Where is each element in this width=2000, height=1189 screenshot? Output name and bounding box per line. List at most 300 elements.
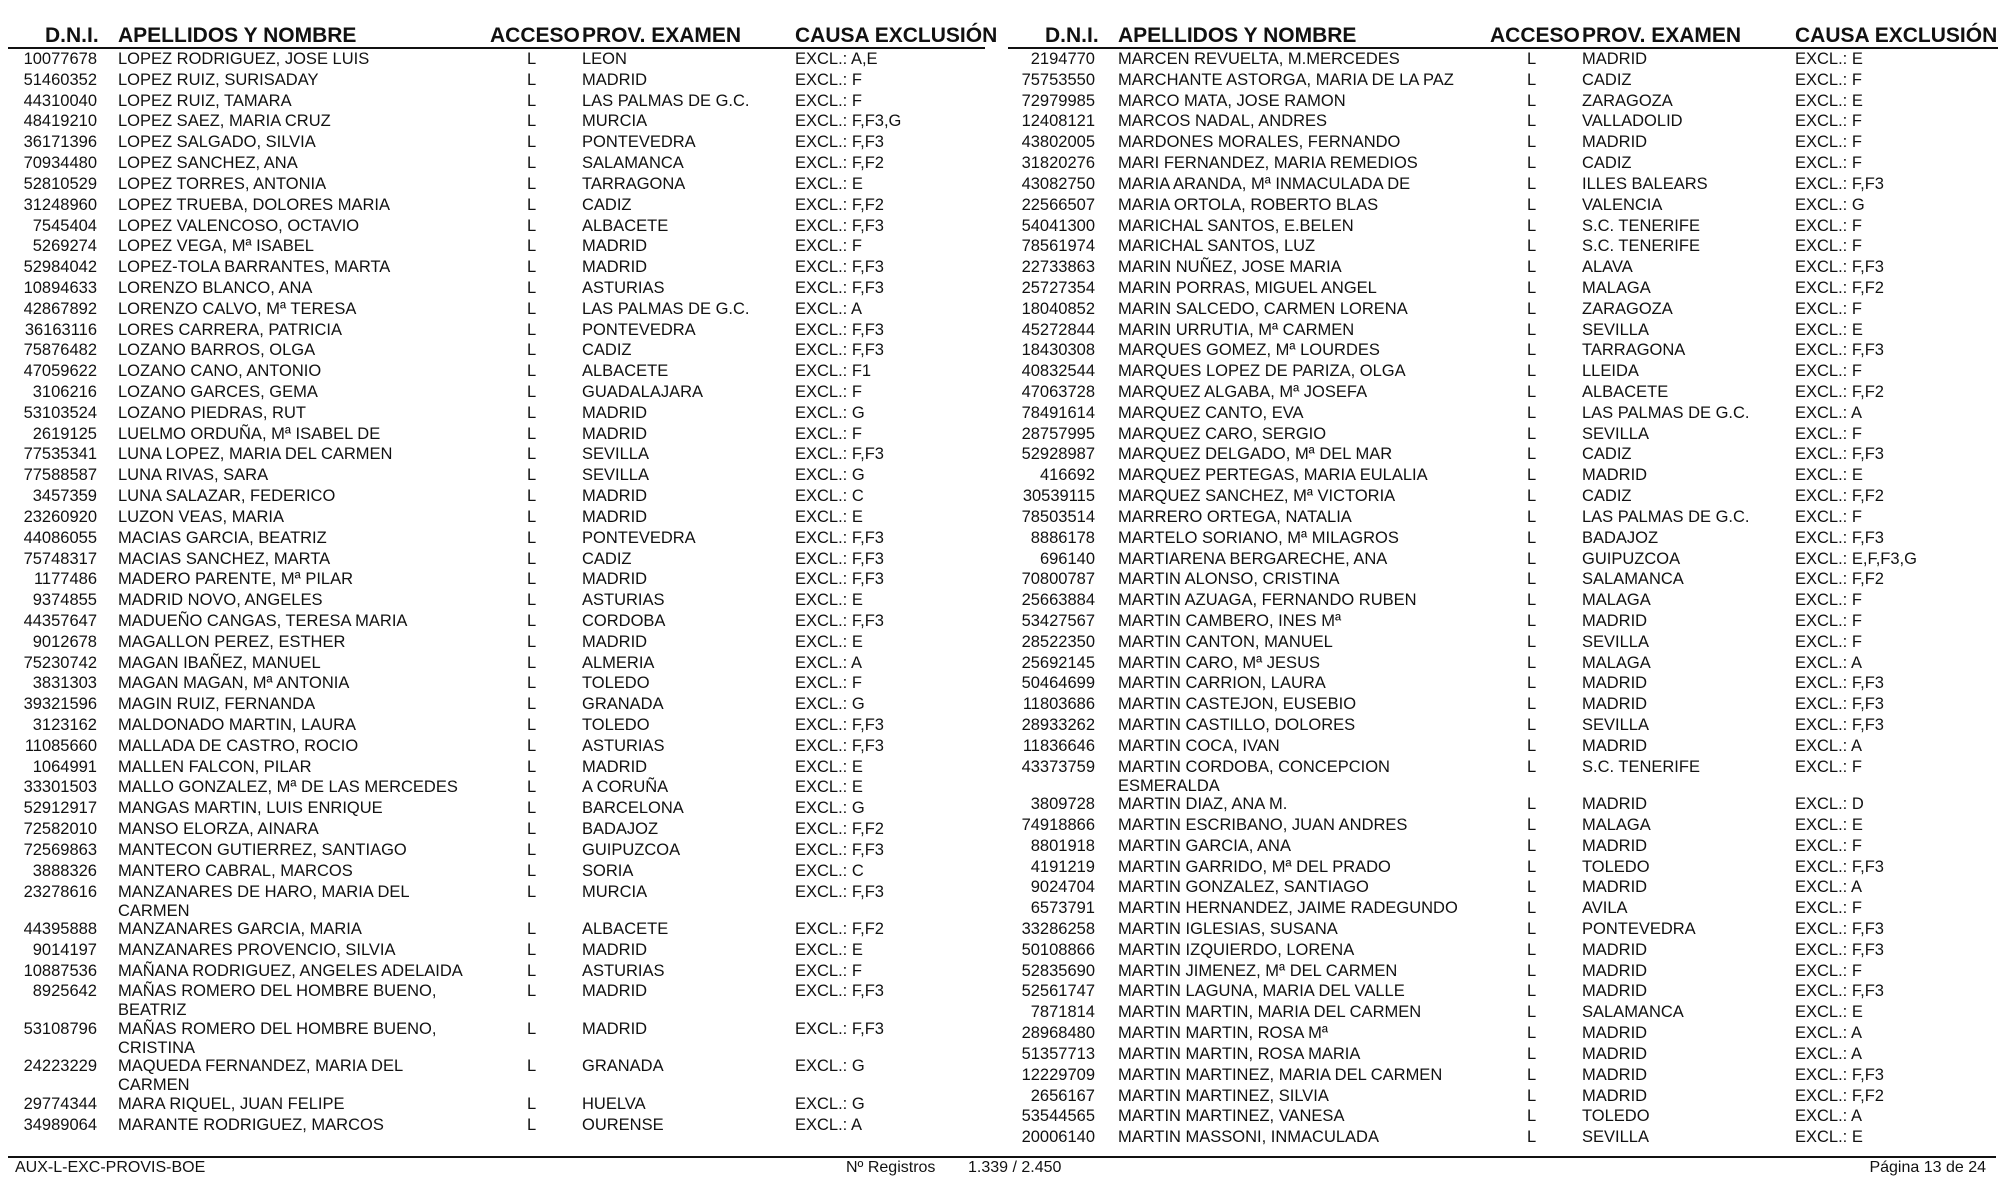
cell-dni: 43802005 (1021, 133, 1095, 152)
table-row (0, 195, 985, 216)
cell-acceso: L (1527, 653, 1537, 672)
cell-acceso: L (1527, 570, 1537, 589)
cell-acceso: L (527, 674, 537, 693)
table-row (1000, 961, 1998, 982)
table-row (0, 861, 985, 882)
cell-prov-examen: PONTEVEDRA (582, 133, 696, 152)
cell-name: LUNA LOPEZ, MARIA DEL CARMEN (118, 445, 393, 464)
cell-dni: 6573791 (1030, 899, 1095, 918)
cell-dni: 10894633 (23, 278, 97, 297)
cell-prov-examen: VALLADOLID (1582, 112, 1683, 131)
cell-causa: EXCL.: F (795, 424, 862, 443)
cell-causa: EXCL.: E (795, 591, 863, 610)
cell-prov-examen: PONTEVEDRA (1582, 920, 1696, 938)
cell-acceso: L (527, 820, 537, 839)
cell-acceso: L (1527, 695, 1537, 714)
table-row (0, 382, 985, 403)
cell-causa: EXCL.: A (1795, 1024, 1862, 1043)
cell-dni: 3106216 (32, 383, 97, 401)
cell-prov-examen: S.C. TENERIFE (1582, 757, 1700, 776)
cell-acceso: L (1527, 736, 1537, 755)
cell-causa: EXCL.: F (1795, 611, 1862, 630)
cell-name: MARTIN AZUAGA, FERNANDO RUBEN (1118, 591, 1417, 610)
cell-prov-examen: CADIZ (1582, 445, 1632, 464)
cell-causa: EXCL.: E (1795, 1003, 1863, 1022)
cell-name: MARTIN JIMENEZ, Mª DEL CARMEN (1118, 961, 1398, 980)
cell-acceso: L (527, 50, 537, 68)
table-row (0, 715, 985, 736)
table-row (0, 320, 985, 341)
cell-causa: EXCL.: F,F3 (1795, 1065, 1884, 1084)
table-row (0, 132, 985, 153)
header-prov-examen: PROV. EXAMEN (1582, 24, 1742, 47)
cell-name: MARQUEZ ALGABA, Mª JOSEFA (1118, 383, 1368, 401)
cell-prov-examen: BADAJOZ (1582, 528, 1659, 547)
cell-dni: 34989064 (23, 1115, 97, 1134)
cell-acceso: L (1527, 757, 1537, 776)
cell-acceso: L (1527, 424, 1537, 443)
table-row (1000, 590, 1998, 611)
cell-causa: EXCL.: F,F2 (795, 154, 884, 173)
cell-causa: EXCL.: A (795, 299, 862, 318)
header-causa-exclusion: CAUSA EXCLUSIÓN (1795, 24, 1998, 47)
table-row (1000, 1086, 1998, 1107)
table-row (1000, 815, 1998, 836)
table-row (1000, 919, 1998, 940)
cell-dni: 7871814 (1030, 1003, 1095, 1022)
cell-prov-examen: MADRID (1582, 836, 1648, 855)
cell-prov-examen: TOLEDO (582, 674, 650, 693)
cell-acceso: L (1527, 982, 1537, 1001)
cell-prov-examen: MADRID (1582, 50, 1648, 68)
cell-name: MARTIN MARTINEZ, SILVIA (1118, 1086, 1329, 1105)
cell-name: MARCEN REVUELTA, M.MERCEDES (1118, 50, 1400, 68)
cell-causa: EXCL.: F,F3 (795, 133, 884, 152)
cell-acceso: L (1527, 70, 1537, 89)
cell-dni: 11803686 (1022, 695, 1095, 714)
cell-causa: EXCL.: F,F3 (795, 278, 884, 297)
cell-acceso: L (527, 174, 537, 193)
cell-causa: EXCL.: E (795, 940, 863, 959)
cell-causa: EXCL.: F,F2 (1795, 383, 1884, 401)
cell-acceso: L (1527, 1128, 1537, 1147)
cell-prov-examen: MADRID (582, 424, 648, 443)
cell-causa: EXCL.: G (795, 695, 865, 714)
cell-name: MANGAS MARTIN, LUIS ENRIQUE (118, 799, 383, 818)
cell-dni: 11085660 (24, 736, 97, 755)
cell-name: MAGAN MAGAN, Mª ANTONIA (118, 674, 350, 693)
cell-prov-examen: MURCIA (582, 112, 648, 131)
cell-causa: EXCL.: D (1795, 795, 1864, 814)
cell-acceso: L (1527, 920, 1537, 938)
table-row (0, 1115, 985, 1136)
table-row (0, 1094, 985, 1115)
right-table-body (1000, 49, 1998, 1148)
left-column (0, 18, 998, 1136)
cell-dni: 74918866 (1021, 815, 1095, 834)
cell-prov-examen: TARRAGONA (1582, 341, 1686, 360)
table-row (0, 673, 985, 694)
cell-prov-examen: ALBACETE (1582, 383, 1669, 401)
cell-prov-examen: ALMERIA (582, 653, 655, 672)
cell-acceso: L (527, 549, 537, 568)
cell-causa: EXCL.: F,F3 (795, 528, 884, 547)
cell-causa: EXCL.: E (1795, 320, 1863, 339)
cell-causa: EXCL.: F (1795, 70, 1862, 89)
cell-name: MARTIN MARTIN, ROSA MARIA (1118, 1044, 1361, 1063)
cell-prov-examen: AVILA (1582, 899, 1628, 918)
cell-dni: 28968480 (1021, 1024, 1095, 1043)
cell-name: MAGALLON PEREZ, ESTHER (118, 632, 346, 651)
cell-dni: 29774344 (23, 1094, 97, 1113)
cell-acceso: L (1527, 1065, 1537, 1084)
cell-acceso: L (527, 757, 537, 776)
cell-prov-examen: A CORUÑA (582, 778, 669, 797)
cell-acceso: L (527, 154, 537, 173)
cell-prov-examen: GUADALAJARA (582, 383, 704, 401)
cell-name: LOPEZ RUIZ, SURISADAY (118, 70, 319, 89)
cell-acceso: L (527, 940, 537, 959)
cell-causa: EXCL.: G (1795, 195, 1865, 214)
cell-name: LUNA SALAZAR, FEDERICO (118, 487, 336, 506)
cell-name: MARTIN GARRIDO, Mª DEL PRADO (1118, 857, 1391, 876)
cell-prov-examen: MADRID (1582, 1065, 1648, 1084)
cell-name: LORES CARRERA, PATRICIA (118, 320, 343, 339)
cell-acceso: L (1527, 216, 1537, 235)
table-row (1000, 1106, 1998, 1127)
cell-causa: EXCL.: F (795, 383, 862, 401)
cell-causa: EXCL.: F,F2 (1795, 278, 1884, 297)
cell-acceso: L (527, 362, 537, 381)
table-row (1000, 1002, 1998, 1023)
cell-name: MANZANARES DE HARO, MARIA DEL CARMEN (118, 882, 409, 920)
cell-acceso: L (527, 591, 537, 610)
cell-dni: 12229709 (1021, 1065, 1095, 1084)
table-row (0, 882, 985, 920)
cell-causa: EXCL.: F,F3 (795, 549, 884, 568)
cell-prov-examen: LAS PALMAS DE G.C. (582, 299, 750, 318)
table-row (0, 798, 985, 819)
cell-acceso: L (527, 299, 537, 318)
cell-name: MARTIN CASTEJON, EUSEBIO (1118, 695, 1357, 714)
cell-dni: 54041300 (1021, 216, 1095, 235)
cell-causa: EXCL.: F,F3 (795, 570, 884, 589)
cell-acceso: L (527, 1115, 537, 1134)
cell-acceso: L (1527, 1107, 1537, 1126)
table-header (1000, 18, 1998, 48)
cell-dni: 36171396 (23, 133, 97, 152)
cell-causa: EXCL.: F (1795, 216, 1862, 235)
cell-acceso: L (1527, 899, 1537, 918)
cell-dni: 75230742 (23, 653, 97, 672)
cell-acceso: L (1527, 258, 1537, 277)
cell-name: LOPEZ TRUEBA, DOLORES MARIA (118, 195, 391, 214)
cell-name: MAGIN RUIZ, FERNANDA (118, 695, 316, 714)
cell-causa: EXCL.: F,F3 (795, 736, 884, 755)
cell-dni: 25663884 (1021, 591, 1095, 610)
header-causa-exclusion: CAUSA EXCLUSIÓN (795, 24, 998, 47)
cell-name: LUZON VEAS, MARIA (118, 507, 284, 526)
cell-name: MARQUEZ CANTO, EVA (1118, 403, 1304, 422)
cell-causa: EXCL.: E (1795, 50, 1863, 68)
header-prov-examen: PROV. EXAMEN (582, 24, 742, 47)
header-name: APELLIDOS Y NOMBRE (118, 24, 357, 47)
header-acceso: ACCESO (490, 24, 580, 47)
cell-name: MARIN SALCEDO, CARMEN LORENA (1118, 299, 1408, 318)
table-row (0, 1056, 985, 1094)
cell-prov-examen: TOLEDO (1582, 857, 1650, 876)
cell-causa: EXCL.: F,F2 (1795, 1086, 1884, 1105)
cell-causa: EXCL.: A (795, 1115, 862, 1134)
cell-dni: 9374855 (32, 591, 97, 610)
cell-causa: EXCL.: F,F2 (795, 920, 884, 938)
cell-dni: 3123162 (32, 716, 97, 734)
cell-dni: 45272844 (1021, 320, 1095, 339)
cell-name: MARTIN CASTILLO, DOLORES (1118, 716, 1356, 734)
table-row (0, 507, 985, 528)
cell-acceso: L (527, 882, 537, 901)
cell-causa: EXCL.: A (1795, 1107, 1862, 1126)
cell-dni: 52912917 (23, 799, 97, 818)
table-row (1000, 611, 1998, 632)
cell-dni: 3888326 (32, 861, 97, 880)
table-row (1000, 70, 1998, 91)
cell-name: LOPEZ SALGADO, SILVIA (118, 133, 316, 152)
cell-prov-examen: BARCELONA (582, 799, 684, 818)
cell-dni: 28933262 (1021, 716, 1095, 734)
cell-prov-examen: MADRID (582, 1019, 648, 1038)
cell-causa: EXCL.: F,F3 (795, 882, 884, 901)
cell-name: MARI FERNANDEZ, MARIA REMEDIOS (1118, 154, 1418, 173)
cell-causa: EXCL.: F (1795, 632, 1862, 651)
table-row (1000, 673, 1998, 694)
cell-acceso: L (527, 278, 537, 297)
page-number: Página 13 de 24 (1869, 1159, 1986, 1176)
cell-acceso: L (1527, 940, 1537, 959)
table-row (0, 174, 985, 195)
cell-dni: 52984042 (23, 258, 97, 277)
table-row (0, 961, 985, 982)
cell-prov-examen: SALAMANCA (1582, 570, 1684, 589)
cell-causa: EXCL.: F,F3 (1795, 857, 1884, 876)
cell-causa: EXCL.: F,F3,G (795, 112, 902, 131)
right-column (1000, 18, 1998, 1148)
cell-causa: EXCL.: F,F3 (795, 840, 884, 859)
cell-name: MARIN NUÑEZ, JOSE MARIA (1118, 258, 1342, 277)
cell-dni: 7545404 (32, 216, 97, 235)
cell-causa: EXCL.: F (795, 237, 862, 256)
cell-dni: 24223229 (23, 1057, 97, 1076)
cell-name: MANSO ELORZA, AINARA (118, 820, 319, 839)
cell-name: MARQUEZ CARO, SERGIO (1118, 424, 1327, 443)
cell-prov-examen: CORDOBA (582, 611, 666, 630)
cell-dni: 416692 (1039, 466, 1095, 485)
cell-dni: 3831303 (32, 674, 97, 693)
table-row (1000, 857, 1998, 878)
table-row (0, 632, 985, 653)
cell-acceso: L (527, 716, 537, 734)
cell-dni: 22566507 (1021, 195, 1095, 214)
table-row (1000, 715, 1998, 736)
cell-acceso: L (1527, 961, 1537, 980)
table-row (0, 299, 985, 320)
cell-acceso: L (1527, 237, 1537, 256)
cell-prov-examen: SEVILLA (582, 466, 649, 485)
cell-prov-examen: CADIZ (582, 549, 632, 568)
cell-prov-examen: MALAGA (1582, 653, 1651, 672)
cell-dni: 48419210 (23, 112, 97, 131)
table-row (0, 465, 985, 486)
cell-dni: 28522350 (1021, 632, 1095, 651)
cell-name: LOZANO PIEDRAS, RUT (118, 403, 306, 422)
table-row (1000, 174, 1998, 195)
cell-prov-examen: OURENSE (582, 1115, 664, 1134)
table-row (1000, 694, 1998, 715)
cell-prov-examen: LAS PALMAS DE G.C. (1582, 403, 1750, 422)
cell-acceso: L (527, 507, 537, 526)
cell-dni: 53103524 (23, 403, 97, 422)
cell-dni: 23260920 (23, 507, 97, 526)
cell-causa: EXCL.: A (795, 653, 862, 672)
cell-causa: EXCL.: E,F,F3,G (1795, 549, 1917, 568)
cell-causa: EXCL.: F,F3 (1795, 695, 1884, 714)
table-row (0, 91, 985, 112)
cell-causa: EXCL.: E (1795, 466, 1863, 485)
table-row (0, 694, 985, 715)
cell-dni: 12408121 (1021, 112, 1095, 131)
cell-dni: 22733863 (1021, 258, 1095, 277)
cell-acceso: L (1527, 549, 1537, 568)
cell-dni: 77535341 (23, 445, 97, 464)
cell-name: MADERO PARENTE, Mª PILAR (118, 570, 354, 589)
cell-prov-examen: MADRID (582, 258, 648, 277)
table-row (1000, 444, 1998, 465)
cell-name: LOPEZ SANCHEZ, ANA (118, 154, 298, 173)
cell-prov-examen: GRANADA (582, 695, 664, 714)
cell-prov-examen: GUIPUZCOA (582, 840, 681, 859)
cell-name: MARTIN GARCIA, ANA (1118, 836, 1291, 855)
cell-dni: 43373759 (1021, 757, 1095, 776)
cell-causa: EXCL.: F,F2 (795, 820, 884, 839)
cell-name: MADUEÑO CANGAS, TERESA MARIA (118, 611, 408, 630)
cell-dni: 77588587 (23, 466, 97, 485)
cell-causa: EXCL.: A (1795, 653, 1862, 672)
cell-prov-examen: MADRID (582, 403, 648, 422)
cell-acceso: L (1527, 857, 1537, 876)
cell-causa: EXCL.: F (1795, 112, 1862, 131)
cell-dni: 72582010 (23, 820, 97, 839)
table-row (1000, 569, 1998, 590)
cell-acceso: L (527, 383, 537, 401)
cell-name: MALLEN FALCON, PILAR (118, 757, 312, 776)
table-row (0, 919, 985, 940)
cell-name: MALLADA DE CASTRO, ROCIO (118, 736, 359, 755)
cell-dni: 43082750 (1021, 174, 1095, 193)
cell-prov-examen: MALAGA (1582, 591, 1651, 610)
cell-prov-examen: LLEIDA (1582, 362, 1639, 381)
cell-dni: 4191219 (1030, 857, 1095, 876)
table-row (1000, 382, 1998, 403)
cell-prov-examen: CADIZ (582, 195, 632, 214)
cell-prov-examen: TOLEDO (1582, 1107, 1650, 1126)
cell-acceso: L (527, 195, 537, 214)
table-row (0, 653, 985, 674)
cell-name: MANTERO CABRAL, MARCOS (118, 861, 353, 880)
cell-acceso: L (527, 341, 537, 360)
table-row (1000, 836, 1998, 857)
cell-name: LOZANO BARROS, OLGA (118, 341, 316, 360)
cell-prov-examen: MADRID (1582, 982, 1648, 1001)
cell-acceso: L (1527, 341, 1537, 360)
table-row (1000, 877, 1998, 898)
cell-dni: 72979985 (1021, 91, 1095, 110)
table-row (0, 49, 985, 70)
cell-prov-examen: ASTURIAS (582, 736, 665, 755)
cell-causa: EXCL.: F (1795, 299, 1862, 318)
cell-acceso: L (527, 216, 537, 235)
cell-name: MARTIN DIAZ, ANA M. (1118, 795, 1288, 814)
cell-prov-examen: MADRID (1582, 611, 1648, 630)
table-row (0, 757, 985, 778)
cell-dni: 44357647 (23, 611, 97, 630)
cell-acceso: L (1527, 528, 1537, 547)
cell-causa: EXCL.: F (795, 70, 862, 89)
cell-prov-examen: GRANADA (582, 1057, 664, 1076)
cell-dni: 70800787 (1021, 570, 1095, 589)
cell-causa: EXCL.: F,F2 (795, 195, 884, 214)
table-row (1000, 132, 1998, 153)
table-row (1000, 981, 1998, 1002)
cell-causa: EXCL.: F,F3 (1795, 528, 1884, 547)
cell-dni: 8886178 (1030, 528, 1095, 547)
table-row (1000, 424, 1998, 445)
cell-name: MARTIN HERNANDEZ, JAIME RADEGUNDO (1118, 899, 1458, 918)
cell-name: MARTIN COCA, IVAN (1118, 736, 1280, 755)
cell-acceso: L (527, 466, 537, 485)
cell-causa: EXCL.: F,F3 (795, 320, 884, 339)
cell-causa: EXCL.: F (1795, 507, 1862, 526)
cell-prov-examen: SEVILLA (1582, 1128, 1649, 1147)
cell-dni: 33286258 (1021, 920, 1095, 938)
table-row (1000, 940, 1998, 961)
table-row (0, 236, 985, 257)
cell-acceso: L (1527, 154, 1537, 173)
cell-acceso: L (1527, 278, 1537, 297)
cell-acceso: L (527, 528, 537, 547)
cell-prov-examen: LAS PALMAS DE G.C. (582, 91, 750, 110)
cell-name: MARTIN MASSONI, INMACULADA (1118, 1128, 1379, 1147)
cell-acceso: L (1527, 591, 1537, 610)
table-row (0, 70, 985, 91)
cell-prov-examen: MADRID (1582, 736, 1648, 755)
table-row (0, 840, 985, 861)
cell-dni: 52561747 (1021, 982, 1095, 1001)
cell-prov-examen: ALAVA (1582, 258, 1633, 277)
cell-causa: EXCL.: G (795, 1094, 865, 1113)
cell-prov-examen: TARRAGONA (582, 174, 686, 193)
cell-prov-examen: SEVILLA (1582, 320, 1649, 339)
table-row (0, 257, 985, 278)
cell-prov-examen: MURCIA (582, 882, 648, 901)
cell-acceso: L (1527, 632, 1537, 651)
cell-prov-examen: PONTEVEDRA (582, 320, 696, 339)
cell-prov-examen: ALBACETE (582, 216, 669, 235)
cell-prov-examen: TOLEDO (582, 716, 650, 734)
cell-causa: EXCL.: F (1795, 362, 1862, 381)
cell-dni: 23278616 (23, 882, 97, 901)
cell-dni: 78561974 (1021, 237, 1095, 256)
cell-prov-examen: ZARAGOZA (1582, 299, 1673, 318)
